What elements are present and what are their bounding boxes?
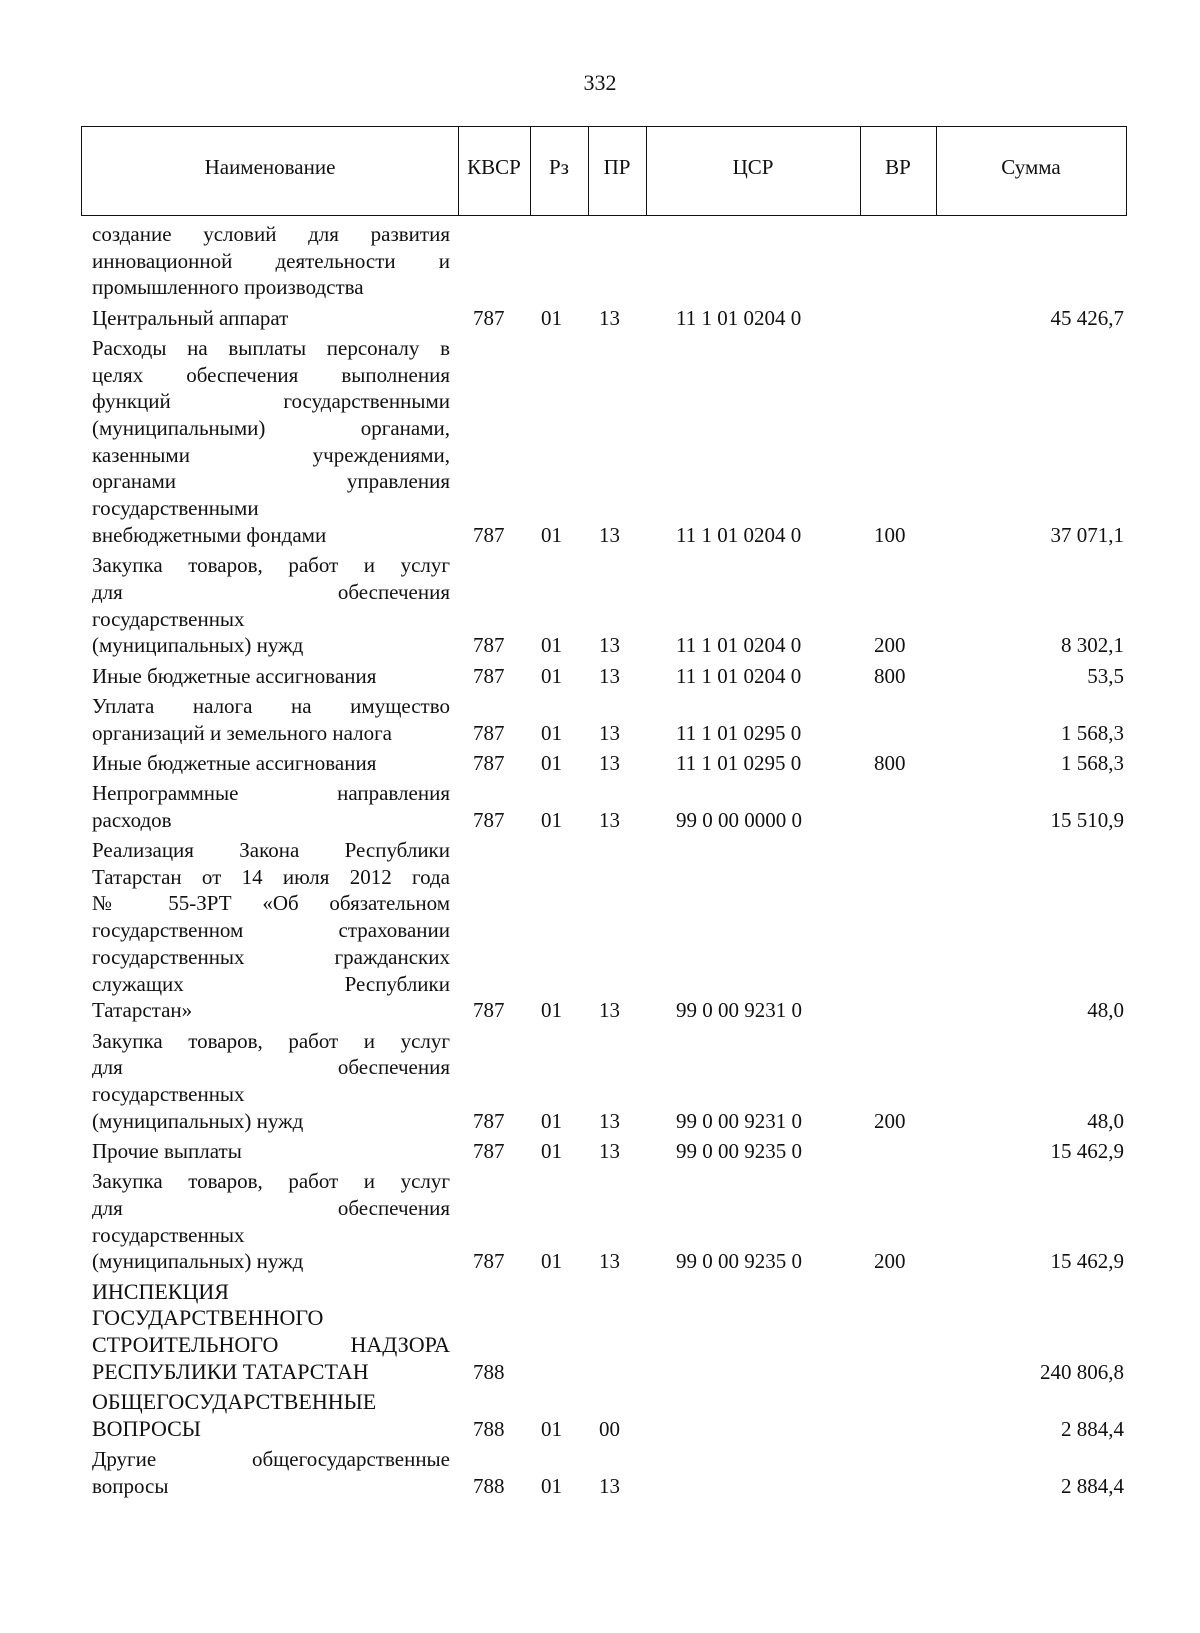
row-name-line: Другие общегосударственные [92, 1447, 450, 1471]
row-pr: 13 [599, 663, 620, 688]
row-rz: 01 [541, 750, 562, 775]
row-kvsr: 787 [473, 1138, 505, 1163]
row-kvsr: 787 [473, 633, 505, 658]
row-name-line: СТРОИТЕЛЬНОГО НАДЗОРА [92, 1332, 450, 1358]
row-name-line: Закупка товаров, работ и услуг [92, 1169, 450, 1194]
header-rz: Рз [549, 154, 569, 179]
table-row [0, 1279, 1200, 1386]
page-number: 332 [583, 70, 617, 95]
row-kvsr: 787 [473, 663, 505, 688]
row-name-line: государственных [92, 606, 245, 631]
row-rz: 01 [541, 1249, 562, 1274]
row-sum: 2 884,4 [1061, 1416, 1124, 1441]
row-rz: 01 [541, 633, 562, 658]
row-sum: 1 568,3 [1061, 750, 1124, 775]
row-kvsr: 787 [473, 750, 505, 775]
row-name [92, 1446, 450, 1499]
table-row [0, 305, 1200, 332]
table-row [0, 1168, 1200, 1275]
row-vr: 200 [874, 1108, 906, 1133]
row-name-line: вопросы [92, 1473, 169, 1498]
row-rz: 01 [541, 1138, 562, 1163]
row-name [92, 305, 450, 332]
row-sum: 240 806,8 [1040, 1359, 1124, 1384]
row-pr: 13 [599, 1108, 620, 1133]
row-name [92, 837, 450, 1024]
header-pr: ПР [603, 154, 631, 179]
row-sum: 15 462,9 [1050, 1249, 1124, 1274]
row-pr: 13 [599, 1249, 620, 1274]
header-csr: ЦСР [732, 154, 774, 179]
row-rz: 01 [541, 663, 562, 688]
row-name-line: государственными [92, 496, 259, 521]
row-vr: 800 [874, 663, 906, 688]
header-kvsr: КВСР [467, 154, 521, 179]
row-name-line: Центральный аппарат [92, 305, 289, 330]
row-name-line: Иные бюджетные ассигнования [92, 663, 377, 688]
table-row [0, 663, 1200, 690]
row-name-line: ВОПРОСЫ [92, 1415, 201, 1441]
table-row [0, 837, 1200, 1024]
row-kvsr: 788 [473, 1359, 505, 1384]
row-name [92, 221, 450, 301]
row-name-line: расходов [92, 807, 172, 832]
header-vr: ВР [885, 154, 911, 179]
table-row [0, 693, 1200, 746]
row-pr: 13 [599, 807, 620, 832]
row-sum: 45 426,7 [1050, 305, 1124, 330]
row-sum: 53,5 [1087, 663, 1124, 688]
row-name [92, 750, 450, 777]
row-name-line: для обеспечения [92, 1055, 450, 1080]
row-name-line: государственных [92, 1222, 245, 1247]
row-kvsr: 787 [473, 807, 505, 832]
row-csr: 11 1 01 0295 0 [676, 720, 802, 745]
row-name-line: № 55-ЗРТ «Об обязательном [92, 891, 450, 916]
row-rz: 01 [541, 1108, 562, 1133]
budget-table-body [0, 221, 1200, 1499]
row-pr: 13 [599, 1138, 620, 1163]
row-csr: 11 1 01 0295 0 [676, 750, 802, 775]
table-row [0, 1028, 1200, 1135]
row-name-line: служащих Республики [92, 971, 450, 996]
row-kvsr: 787 [473, 1108, 505, 1133]
row-kvsr: 787 [473, 720, 505, 745]
header-sum: Сумма [1001, 154, 1061, 179]
row-name-line: Закупка товаров, работ и услуг [92, 1028, 450, 1053]
row-name-line: Татарстан» [92, 998, 193, 1023]
table-row [0, 1446, 1200, 1499]
row-name-line: ИНСПЕКЦИЯ [92, 1278, 229, 1304]
row-name-line: Прочие выплаты [92, 1138, 242, 1163]
row-name-line: ГОСУДАРСТВЕННОГО [92, 1305, 324, 1331]
row-name-line: государственном страховании [92, 918, 450, 943]
row-rz: 01 [541, 1473, 562, 1498]
row-sum: 48,0 [1087, 998, 1124, 1023]
row-name-line: Закупка товаров, работ и услуг [92, 553, 450, 578]
row-vr: 200 [874, 1249, 906, 1274]
row-rz: 01 [541, 807, 562, 832]
row-rz: 01 [541, 720, 562, 745]
row-name-line: для обеспечения [92, 1195, 450, 1220]
row-name-line: Расходы на выплаты персоналу в [92, 335, 450, 360]
row-name-line: целях обеспечения выполнения [92, 362, 450, 387]
row-name-line: Непрограммные направления [92, 781, 450, 806]
row-sum: 15 462,9 [1050, 1138, 1124, 1163]
table-row [0, 552, 1200, 659]
row-kvsr: 788 [473, 1473, 505, 1498]
row-name-line: Уплата налога на имущество [92, 693, 450, 718]
table-row [0, 780, 1200, 833]
row-kvsr: 788 [473, 1416, 505, 1441]
row-csr: 11 1 01 0204 0 [676, 633, 802, 658]
row-sum: 8 302,1 [1061, 633, 1124, 658]
row-sum: 1 568,3 [1061, 720, 1124, 745]
row-name-line: Иные бюджетные ассигнования [92, 750, 377, 775]
table-row [0, 1389, 1200, 1442]
row-name [92, 552, 450, 659]
row-sum: 37 071,1 [1050, 522, 1124, 547]
row-name-line: государственных [92, 1081, 245, 1106]
row-name-line: Реализация Закона Республики [92, 838, 450, 863]
row-name [92, 335, 450, 549]
row-vr: 200 [874, 633, 906, 658]
row-name [92, 1138, 450, 1165]
row-rz: 01 [541, 998, 562, 1023]
table-row [0, 335, 1200, 549]
row-pr: 00 [599, 1416, 620, 1441]
row-pr: 13 [599, 1473, 620, 1498]
row-csr: 11 1 01 0204 0 [676, 663, 802, 688]
table-row [0, 1138, 1200, 1165]
row-name-line: внебюджетными фондами [92, 522, 327, 547]
row-kvsr: 787 [473, 305, 505, 330]
row-rz: 01 [541, 522, 562, 547]
row-vr: 100 [874, 522, 906, 547]
row-pr: 13 [599, 720, 620, 745]
row-kvsr: 787 [473, 998, 505, 1023]
row-name-line: органами управления [92, 469, 450, 494]
row-pr: 13 [599, 305, 620, 330]
row-name-line: функций государственными [92, 389, 450, 414]
row-name [92, 780, 450, 833]
row-name [92, 1168, 450, 1275]
row-sum: 15 510,9 [1050, 807, 1124, 832]
row-name-line: ОБЩЕГОСУДАРСТВЕННЫЕ [92, 1389, 377, 1415]
row-pr: 13 [599, 998, 620, 1023]
row-name-line: (муниципальными) органами, [92, 416, 450, 441]
row-kvsr: 787 [473, 522, 505, 547]
row-sum: 48,0 [1087, 1108, 1124, 1133]
row-rz: 01 [541, 1416, 562, 1441]
row-name-line: казенными учреждениями, [92, 442, 450, 467]
row-rz: 01 [541, 305, 562, 330]
row-name [92, 663, 450, 690]
row-name-line: инновационной деятельности и [92, 248, 450, 273]
row-pr: 13 [599, 633, 620, 658]
row-name-line: (муниципальных) нужд [92, 1108, 304, 1133]
row-name-line: организаций и земельного налога [92, 720, 392, 745]
row-name-line: (муниципальных) нужд [92, 633, 304, 658]
row-name-line: (муниципальных) нужд [92, 1249, 304, 1274]
row-name [92, 693, 450, 746]
table-row [0, 750, 1200, 777]
row-csr: 99 0 00 9235 0 [676, 1138, 802, 1163]
row-csr: 11 1 01 0204 0 [676, 305, 802, 330]
row-name [92, 1389, 450, 1442]
table-header [81, 126, 1127, 216]
row-vr: 800 [874, 750, 906, 775]
row-pr: 13 [599, 750, 620, 775]
row-csr: 99 0 00 9231 0 [676, 998, 802, 1023]
row-name-line: РЕСПУБЛИКИ ТАТАРСТАН [92, 1358, 369, 1384]
row-name-line: государственных гражданских [92, 944, 450, 969]
header-name: Наименование [204, 154, 336, 179]
row-csr: 99 0 00 9235 0 [676, 1249, 802, 1274]
row-csr: 11 1 01 0204 0 [676, 522, 802, 547]
row-name-line: создание условий для развития [92, 222, 450, 246]
row-csr: 99 0 00 9231 0 [676, 1108, 802, 1133]
row-kvsr: 787 [473, 1249, 505, 1274]
table-row [0, 221, 1200, 301]
row-pr: 13 [599, 522, 620, 547]
row-sum: 2 884,4 [1061, 1473, 1124, 1498]
row-name-line: для обеспечения [92, 579, 450, 604]
row-name-line: Татарстан от 14 июля 2012 года [92, 864, 450, 889]
row-csr: 99 0 00 0000 0 [676, 807, 802, 832]
row-name-line: промышленного производства [92, 275, 364, 300]
row-name [92, 1028, 450, 1135]
row-name [92, 1279, 450, 1386]
